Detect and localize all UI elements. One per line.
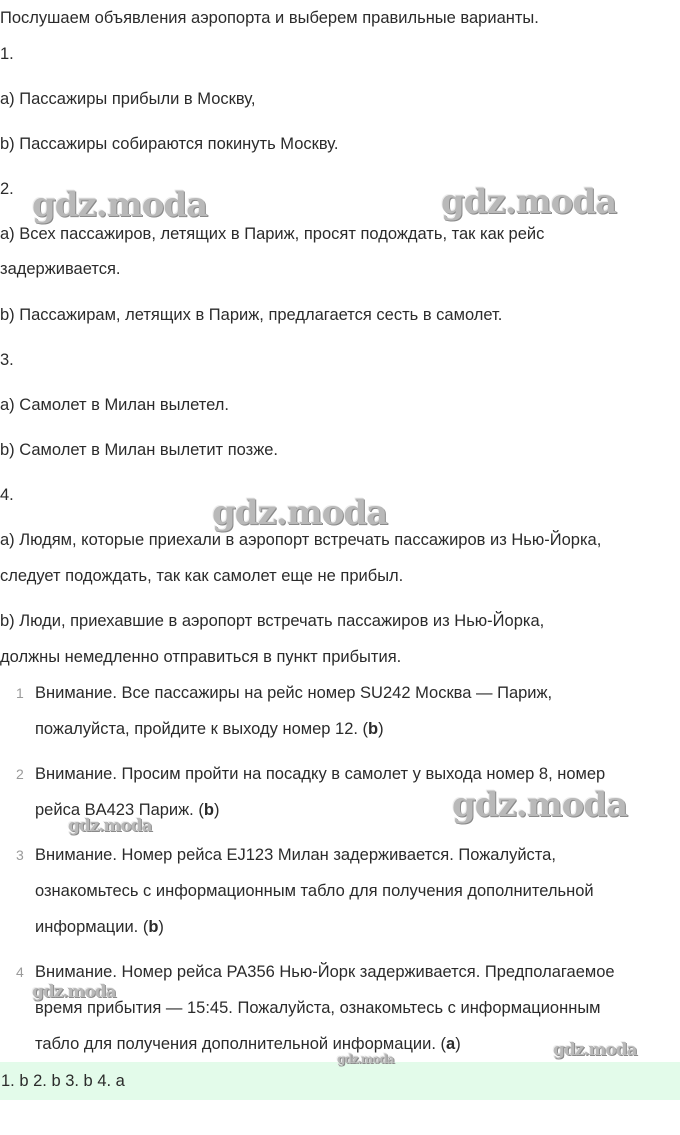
question-3-number: 3. xyxy=(0,351,14,369)
question-2-option-b: b) Пассажирам, летящих в Париж, предлагается сесть в самолет. xyxy=(0,306,503,324)
announcement-4-answer: a xyxy=(446,1035,456,1053)
question-2-option-a-line2: задерживается. xyxy=(0,260,121,278)
question-4-number: 4. xyxy=(0,486,14,504)
question-4-option-a-line1: a) Людям, которые приехали в аэропорт встречать пассажиров из Нью-Йорка, xyxy=(0,531,602,549)
question-1-option-b: b) Пассажиры собираются покинуть Москву. xyxy=(0,135,339,153)
question-1-option-a: a) Пассажиры прибыли в Москву, xyxy=(0,90,256,108)
question-4-option-a-line2: следует подождать, так как самолет еще не прибыл. xyxy=(0,567,404,585)
announcement-1-line1: Внимание. Все пассажиры на рейс номер SU242 Москва — Париж, xyxy=(35,684,553,702)
watermark-logo: gdz.moda xyxy=(32,185,208,225)
watermark-logo: gdz.moda xyxy=(553,1040,637,1060)
watermark-logo: gdz.moda xyxy=(337,1052,394,1066)
question-3-option-a: a) Самолет в Милан вылетел. xyxy=(0,396,229,414)
announcement-4-line2: время прибытия — 15:45. Пожалуйста, ознакомьтесь с информационным xyxy=(35,999,601,1017)
announcement-1-number: 1 xyxy=(16,685,24,701)
watermark-logo: gdz.moda xyxy=(68,816,152,836)
question-4-option-b-line2: должны немедленно отправиться в пункт прибытия. xyxy=(0,648,402,666)
watermark-logo: gdz.moda xyxy=(452,785,628,825)
answer-summary-bar: 1. b 2. b 3. b 4. a xyxy=(0,1062,680,1100)
question-2-option-a-line1: a) Всех пассажиров, летящих в Париж, просят подождать, так как рейс xyxy=(0,225,545,243)
announcement-4-line3: табло для получения дополнительной информации. (a) xyxy=(35,1035,461,1053)
question-2-number: 2. xyxy=(0,180,14,198)
announcement-3-line2: ознакомьтесь с информационным табло для получения дополнительной xyxy=(35,882,594,900)
watermark-logo: gdz.moda xyxy=(441,182,617,222)
announcement-1-answer: b xyxy=(368,720,379,738)
announcement-3-number: 3 xyxy=(16,847,24,863)
announcement-3-answer: b xyxy=(148,918,159,936)
question-1-number: 1. xyxy=(0,45,14,63)
announcement-4-number: 4 xyxy=(16,964,24,980)
announcement-3-line3: информации. (b) xyxy=(35,918,164,936)
question-3-option-b: b) Самолет в Милан вылетит позже. xyxy=(0,441,278,459)
announcement-2-number: 2 xyxy=(16,766,24,782)
announcement-2-line2: рейса BA423 Париж. (b) xyxy=(35,801,220,819)
question-4-option-b-line1: b) Люди, приехавшие в аэропорт встречать пассажиров из Нью-Йорка, xyxy=(0,612,545,630)
announcement-4-line1: Внимание. Номер рейса PA356 Нью-Йорк задерживается. Предполагаемое xyxy=(35,963,615,981)
announcement-2-line1: Внимание. Просим пройти на посадку в самолет у выхода номер 8, номер xyxy=(35,765,606,783)
announcement-1-line2: пожалуйста, пройдите к выходу номер 12. (b) xyxy=(35,720,384,738)
announcement-3-line1: Внимание. Номер рейса EJ123 Милан задерживается. Пожалуйста, xyxy=(35,846,556,864)
watermark-logo: gdz.moda xyxy=(32,982,116,1002)
announcement-2-answer: b xyxy=(203,801,214,819)
intro-text: Послушаем объявления аэропорта и выберем правильные варианты. xyxy=(0,9,539,27)
watermark-logo: gdz.moda xyxy=(212,493,388,533)
